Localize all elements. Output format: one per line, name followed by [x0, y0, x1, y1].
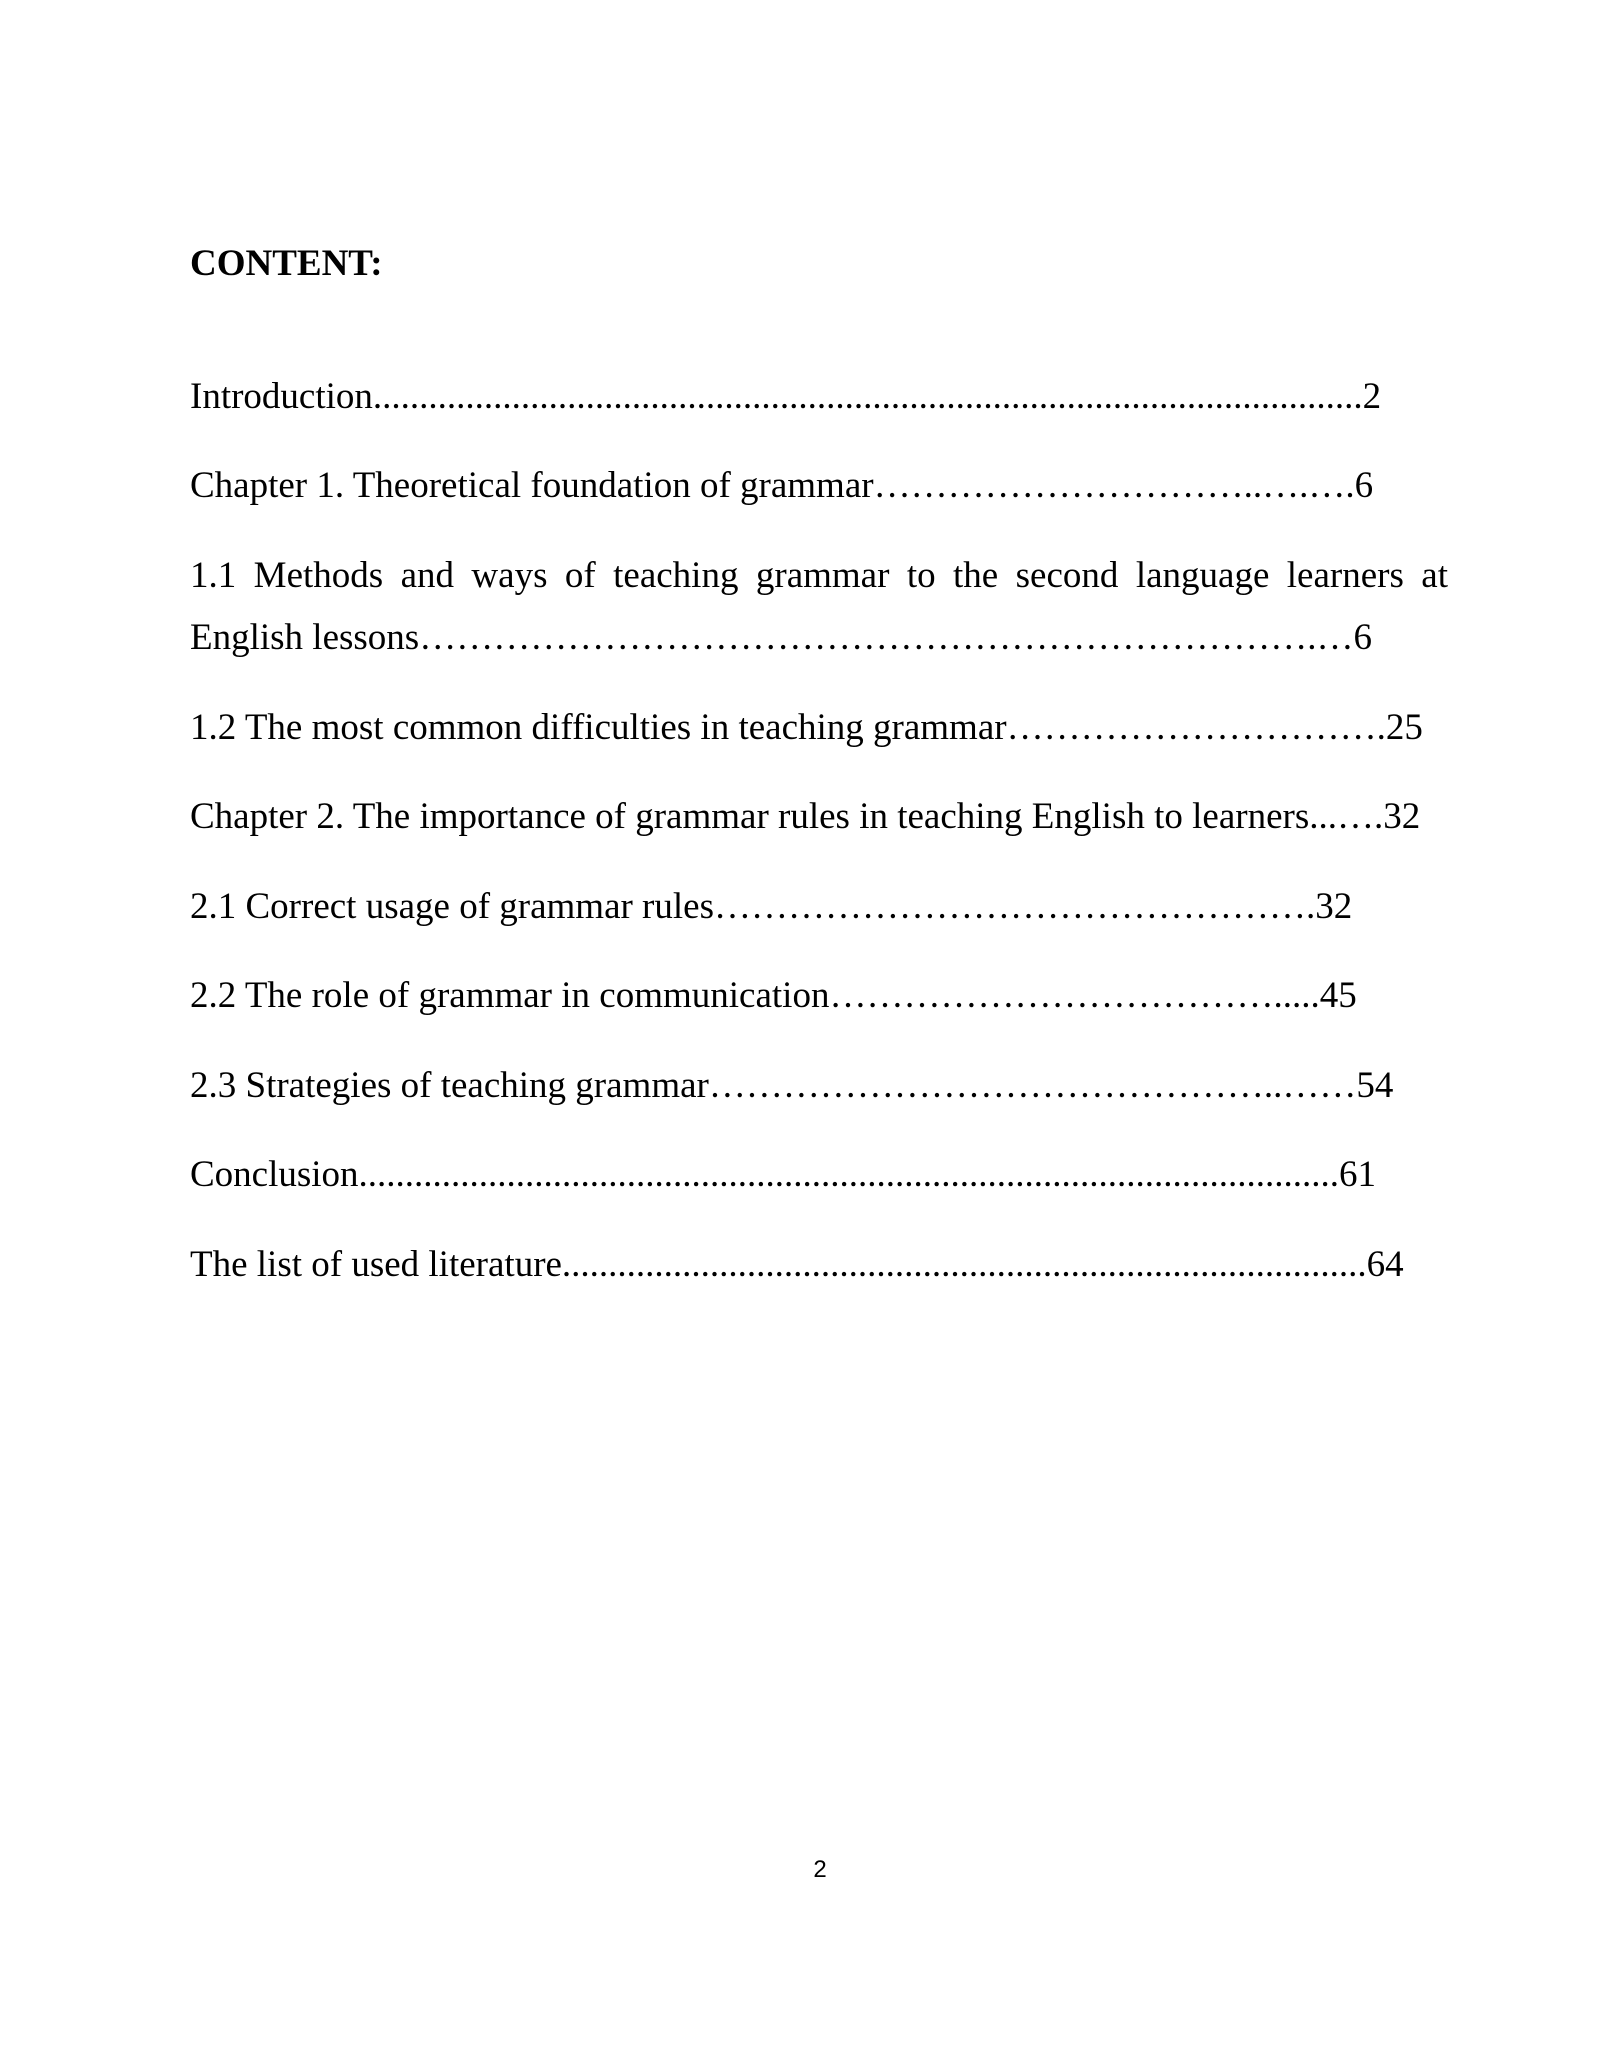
toc-entry-introduction: Introduction...........................................................................................................2 [190, 376, 1382, 417]
toc-entry-section-2-2: 2.2 The role of grammar in communication……………………………….....45 [190, 975, 1357, 1016]
toc-entry-section-2-1: 2.1 Correct usage of grammar rules………………………………………….32 [190, 886, 1353, 927]
toc-entry-chapter-1: Chapter 1. Theoretical foundation of grammar…………………………..….….6 [190, 465, 1374, 506]
toc-entry-section-1-1-line-1: 1.1 Methods and ways of teaching grammar to the second language learners at [190, 555, 1448, 596]
toc-entry-chapter-2: Chapter 2. The importance of grammar rules in teaching English to learners...….32 [190, 796, 1421, 837]
toc-entry-conclusion: Conclusion..........................................................................................................61 [190, 1154, 1377, 1195]
toc-entry-literature: The list of used literature.......................................................................................64 [190, 1244, 1404, 1285]
toc-entry-section-1-1-line-2: English lessons……………………………………………………………….…6 [190, 617, 1372, 658]
page-title: CONTENT: [190, 243, 383, 284]
toc-entry-section-1-2: 1.2 The most common difficulties in teaching grammar………………………….25 [190, 707, 1423, 748]
toc-entry-section-2-3: 2.3 Strategies of teaching grammar………………………………………..……54 [190, 1065, 1394, 1106]
page-number: 2 [813, 1856, 827, 1883]
